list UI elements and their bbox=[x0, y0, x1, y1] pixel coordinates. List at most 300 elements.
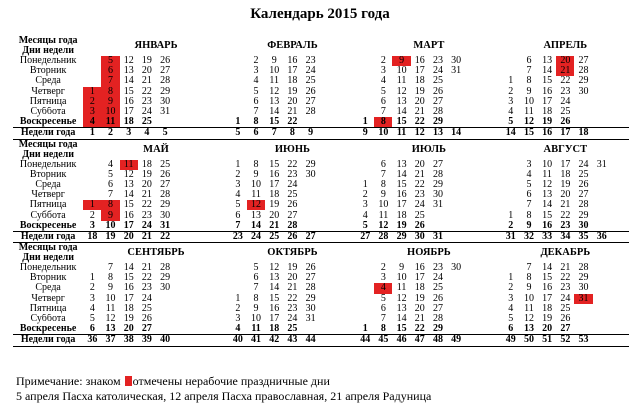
day-cell: 25 bbox=[141, 303, 152, 314]
day-cell: 22 bbox=[141, 273, 152, 284]
day-cell bbox=[83, 66, 101, 76]
day-cell bbox=[465, 66, 483, 76]
day-cell: 28 bbox=[578, 263, 589, 274]
day-cell bbox=[465, 97, 483, 107]
day-cell: 20 bbox=[141, 66, 152, 77]
day-cell bbox=[338, 87, 356, 97]
day-cell: 4 bbox=[374, 283, 392, 293]
day-cell bbox=[156, 294, 174, 304]
day-cell: 28 bbox=[160, 76, 171, 87]
day-cell: 15 bbox=[392, 117, 410, 128]
day-cell bbox=[320, 97, 338, 107]
day-cell: 9 bbox=[526, 283, 532, 294]
week-number bbox=[447, 231, 465, 242]
day-cell: 13 bbox=[251, 210, 262, 221]
day-cell bbox=[465, 304, 483, 314]
day-cell: 14 bbox=[542, 200, 553, 211]
day-cell: 18 bbox=[414, 76, 425, 87]
day-cell: 27 bbox=[432, 159, 443, 170]
day-cell bbox=[211, 210, 229, 220]
day-cell bbox=[229, 107, 247, 117]
day-cell bbox=[211, 263, 229, 273]
day-cell: 22 bbox=[287, 293, 298, 304]
day-cell bbox=[356, 160, 374, 170]
week-number: 16 bbox=[538, 128, 556, 139]
day-cell: 19 bbox=[542, 313, 553, 325]
day-cell bbox=[229, 97, 247, 107]
weeks-label: Недели года bbox=[13, 231, 83, 242]
day-cell bbox=[465, 263, 483, 273]
day-cell bbox=[302, 324, 320, 335]
day-cell bbox=[447, 107, 465, 117]
day-cell bbox=[211, 107, 229, 117]
day-cell bbox=[174, 160, 192, 170]
day-cell bbox=[465, 76, 483, 86]
day-cell bbox=[465, 117, 483, 128]
day-cell: 24 bbox=[287, 179, 298, 190]
day-cell: 8 bbox=[247, 117, 265, 128]
month-name: ФЕВРАЛЬ bbox=[267, 40, 318, 51]
day-cell: 22 bbox=[560, 210, 571, 221]
day-cell: 2 bbox=[89, 283, 95, 294]
day-cell bbox=[483, 294, 501, 304]
week-number: 13 bbox=[429, 128, 447, 139]
day-cell: 9 bbox=[253, 169, 259, 180]
day-cell: 20 bbox=[414, 96, 425, 107]
day-cell bbox=[483, 160, 501, 170]
week-number: 4 bbox=[138, 128, 156, 139]
day-cell: 28 bbox=[578, 66, 589, 77]
day-cell bbox=[192, 117, 210, 128]
month-name: АВГУСТ bbox=[543, 143, 588, 155]
day-cell: 12 bbox=[374, 221, 392, 232]
day-cell: 20 bbox=[269, 210, 280, 221]
day-cell: 15 bbox=[265, 117, 283, 128]
day-cell: 28 bbox=[160, 263, 171, 274]
week-number: 45 bbox=[374, 335, 392, 346]
day-cell bbox=[483, 314, 501, 324]
day-cell bbox=[502, 56, 520, 66]
day-cell: 27 bbox=[432, 96, 443, 107]
week-number: 39 bbox=[138, 335, 156, 346]
day-cell: 25 bbox=[138, 117, 156, 128]
day-cell bbox=[174, 56, 192, 66]
day-cell: 23 bbox=[141, 210, 152, 221]
day-cell bbox=[320, 210, 338, 220]
day-cell bbox=[156, 324, 174, 335]
day-cell bbox=[356, 304, 374, 314]
day-cell bbox=[429, 221, 447, 232]
day-cell: 22 bbox=[414, 179, 425, 190]
day-cell: 1 bbox=[229, 117, 247, 128]
month-name: МАЙ bbox=[143, 143, 169, 155]
week-number: 8 bbox=[283, 128, 301, 139]
day-cell: 2 bbox=[508, 86, 514, 97]
week-number: 50 bbox=[520, 335, 538, 346]
day-cell: 25 bbox=[578, 169, 589, 180]
day-cell bbox=[574, 117, 592, 128]
day-cell bbox=[320, 283, 338, 293]
day-cell: 8 bbox=[526, 76, 532, 87]
day-cell: 29 bbox=[160, 273, 171, 284]
day-cell bbox=[211, 87, 229, 97]
week-number bbox=[174, 231, 192, 242]
day-cell: 1 bbox=[508, 210, 514, 221]
day-cell bbox=[356, 170, 374, 180]
month-name: МАРТ bbox=[413, 40, 445, 51]
day-cell bbox=[192, 324, 210, 335]
day-cell bbox=[356, 283, 374, 293]
day-cell: 6 bbox=[108, 179, 114, 190]
day-cell: 17 bbox=[542, 293, 553, 304]
day-cell: 24 bbox=[560, 96, 571, 107]
day-cell: 25 bbox=[432, 283, 443, 294]
day-cell bbox=[320, 160, 338, 170]
day-cell: 3 bbox=[508, 96, 514, 107]
day-cell bbox=[465, 324, 483, 335]
day-cell: 7 bbox=[229, 221, 247, 232]
day-cell: 24 bbox=[141, 106, 152, 118]
day-cell: 31 bbox=[451, 66, 462, 77]
weekday-label: Понедельник bbox=[19, 159, 77, 170]
month-name: НОЯБРЬ bbox=[407, 247, 451, 258]
week-number: 17 bbox=[556, 128, 574, 139]
day-cell: 3 bbox=[526, 159, 532, 170]
day-cell bbox=[447, 160, 465, 170]
weekday-label: Четверг bbox=[31, 293, 65, 304]
day-cell bbox=[593, 314, 611, 324]
week-number: 44 bbox=[356, 335, 374, 346]
week-number bbox=[174, 335, 192, 346]
day-cell: 18 bbox=[396, 210, 407, 221]
day-cell bbox=[502, 180, 520, 190]
day-cell: 3 bbox=[380, 66, 386, 77]
day-cell bbox=[320, 324, 338, 335]
header-weekdays-label: Дни недели bbox=[22, 252, 75, 263]
day-cell: 1 bbox=[362, 179, 368, 190]
day-cell: 20 bbox=[287, 273, 298, 284]
day-cell: 3 bbox=[235, 313, 241, 325]
day-cell: 27 bbox=[432, 303, 443, 314]
day-cell: 21 bbox=[560, 200, 571, 211]
day-cell: 19 bbox=[123, 313, 134, 325]
week-number bbox=[483, 231, 501, 242]
day-cell: 28 bbox=[432, 106, 443, 118]
week-number: 48 bbox=[429, 335, 447, 346]
week-number bbox=[611, 335, 629, 346]
day-cell bbox=[192, 304, 210, 314]
day-cell: 29 bbox=[578, 210, 589, 221]
day-cell: 31 bbox=[305, 313, 316, 325]
day-cell: 21 bbox=[141, 190, 152, 201]
day-cell: 18 bbox=[265, 324, 283, 335]
day-cell: 31 bbox=[160, 106, 171, 118]
day-cell: 13 bbox=[396, 159, 407, 170]
day-cell bbox=[192, 160, 210, 170]
week-number bbox=[192, 128, 210, 139]
day-cell bbox=[174, 314, 192, 324]
day-cell bbox=[229, 273, 247, 283]
day-cell bbox=[229, 76, 247, 86]
week-number: 26 bbox=[283, 231, 301, 242]
day-cell: 22 bbox=[283, 117, 301, 128]
day-cell: 11 bbox=[524, 106, 534, 118]
day-cell bbox=[83, 160, 101, 170]
day-cell: 9 bbox=[101, 210, 119, 220]
day-cell: 30 bbox=[432, 190, 443, 201]
day-cell: 24 bbox=[432, 273, 443, 284]
day-cell bbox=[338, 66, 356, 76]
week-number: 20 bbox=[120, 231, 138, 242]
day-cell bbox=[174, 283, 192, 293]
day-cell bbox=[483, 221, 501, 232]
day-cell: 19 bbox=[287, 263, 298, 274]
day-cell: 29 bbox=[578, 76, 589, 87]
day-cell: 26 bbox=[287, 200, 298, 211]
day-cell: 12 bbox=[396, 293, 407, 304]
day-cell bbox=[174, 221, 192, 232]
day-cell bbox=[174, 273, 192, 283]
day-cell: 16 bbox=[123, 210, 134, 221]
day-cell: 21 bbox=[414, 169, 425, 180]
day-cell: 28 bbox=[578, 200, 589, 211]
day-cell: 5 bbox=[508, 313, 514, 325]
day-cell bbox=[356, 273, 374, 283]
day-cell: 30 bbox=[160, 210, 171, 221]
day-cell bbox=[465, 210, 483, 220]
day-cell: 20 bbox=[556, 56, 574, 66]
day-cell: 5 bbox=[356, 221, 374, 232]
day-cell: 12 bbox=[247, 200, 265, 210]
day-cell bbox=[211, 304, 229, 314]
day-cell: 2 bbox=[380, 56, 386, 67]
day-cell bbox=[174, 263, 192, 273]
day-cell: 21 bbox=[287, 106, 298, 118]
day-cell: 4 bbox=[508, 106, 514, 118]
day-cell: 27 bbox=[160, 179, 171, 190]
week-number bbox=[593, 335, 611, 346]
day-cell bbox=[320, 76, 338, 86]
day-cell: 28 bbox=[283, 221, 301, 232]
day-cell: 21 bbox=[287, 283, 298, 294]
day-cell bbox=[320, 56, 338, 66]
day-cell bbox=[465, 283, 483, 293]
day-cell: 17 bbox=[287, 66, 298, 77]
day-cell: 30 bbox=[574, 221, 592, 232]
day-cell: 16 bbox=[538, 221, 556, 232]
day-cell: 17 bbox=[269, 313, 280, 325]
day-cell: 16 bbox=[269, 169, 280, 180]
day-cell: 30 bbox=[160, 96, 171, 107]
day-cell bbox=[192, 97, 210, 107]
day-cell bbox=[320, 294, 338, 304]
day-cell: 28 bbox=[432, 313, 443, 325]
day-cell bbox=[483, 200, 501, 210]
day-cell: 13 bbox=[269, 273, 280, 284]
day-cell: 4 bbox=[380, 76, 386, 87]
day-cell bbox=[338, 200, 356, 210]
week-number: 27 bbox=[302, 231, 320, 242]
day-cell bbox=[483, 76, 501, 86]
week-number bbox=[320, 231, 338, 242]
day-cell: 29 bbox=[432, 179, 443, 190]
day-cell: 12 bbox=[520, 117, 538, 128]
day-cell: 17 bbox=[396, 200, 407, 211]
week-number: 49 bbox=[502, 335, 520, 346]
day-cell: 18 bbox=[560, 169, 571, 180]
header-months-label: Месяцы года bbox=[18, 36, 78, 46]
day-cell: 9 bbox=[520, 221, 538, 232]
day-cell: 20 bbox=[414, 159, 425, 170]
week-number: 35 bbox=[574, 231, 592, 242]
day-cell: 17 bbox=[542, 96, 553, 107]
day-cell: 13 bbox=[396, 303, 407, 314]
day-cell: 13 bbox=[101, 324, 119, 335]
day-cell: 26 bbox=[160, 56, 171, 67]
day-cell bbox=[192, 283, 210, 293]
day-cell: 12 bbox=[269, 263, 280, 274]
day-cell bbox=[465, 107, 483, 117]
day-cell bbox=[447, 170, 465, 180]
week-number bbox=[192, 335, 210, 346]
day-cell bbox=[211, 314, 229, 324]
day-cell: 12 bbox=[123, 169, 134, 180]
day-cell bbox=[593, 273, 611, 283]
day-cell bbox=[192, 76, 210, 86]
day-cell bbox=[593, 66, 611, 76]
day-cell bbox=[593, 283, 611, 293]
day-cell: 20 bbox=[287, 96, 298, 107]
day-cell bbox=[611, 221, 629, 232]
day-cell bbox=[611, 200, 629, 210]
day-cell: 2 bbox=[235, 303, 241, 314]
day-cell bbox=[211, 180, 229, 190]
day-cell: 20 bbox=[560, 190, 571, 201]
day-cell bbox=[593, 117, 611, 128]
week-number: 31 bbox=[429, 231, 447, 242]
day-cell: 14 bbox=[269, 283, 280, 294]
day-cell bbox=[320, 190, 338, 200]
day-cell bbox=[156, 314, 174, 324]
day-cell: 20 bbox=[141, 179, 152, 190]
calendar-table bbox=[13, 36, 629, 347]
day-cell bbox=[338, 294, 356, 304]
day-cell: 8 bbox=[374, 117, 392, 128]
weeks-label: Недели года bbox=[13, 128, 83, 139]
week-number bbox=[338, 335, 356, 346]
month-name: АПРЕЛЬ bbox=[543, 40, 588, 51]
day-cell bbox=[483, 304, 501, 314]
day-cell: 7 bbox=[526, 200, 532, 211]
day-cell: 23 bbox=[432, 56, 443, 67]
day-cell: 9 bbox=[253, 303, 259, 314]
day-cell: 5 bbox=[253, 263, 259, 274]
day-cell bbox=[211, 283, 229, 293]
note-suffix: отмечены нерабочие праздничные дни bbox=[132, 374, 330, 388]
day-cell: 2 bbox=[83, 97, 101, 107]
day-cell: 20 bbox=[538, 324, 556, 335]
day-cell: 1 bbox=[235, 159, 241, 170]
day-cell: 14 bbox=[247, 221, 265, 232]
week-number: 2 bbox=[101, 128, 119, 139]
week-number: 32 bbox=[520, 231, 538, 242]
day-cell bbox=[338, 160, 356, 170]
day-cell bbox=[211, 66, 229, 76]
week-number bbox=[611, 231, 629, 242]
day-cell bbox=[447, 210, 465, 220]
day-cell: 30 bbox=[578, 283, 589, 294]
month-name: ИЮЛЬ bbox=[411, 143, 446, 155]
day-cell: 10 bbox=[101, 221, 119, 232]
day-cell bbox=[502, 263, 520, 273]
day-cell bbox=[611, 97, 629, 107]
day-cell bbox=[356, 107, 374, 117]
day-cell bbox=[429, 210, 447, 220]
day-cell bbox=[211, 117, 229, 128]
day-cell: 18 bbox=[414, 283, 425, 294]
week-number: 43 bbox=[283, 335, 301, 346]
weekday-label: Четверг bbox=[31, 190, 65, 201]
day-cell: 26 bbox=[141, 313, 152, 325]
day-cell: 8 bbox=[253, 293, 259, 304]
day-cell bbox=[611, 263, 629, 273]
weekday-label: Пятница bbox=[29, 200, 67, 211]
week-number bbox=[611, 128, 629, 139]
day-cell bbox=[574, 324, 592, 335]
day-cell: 2 bbox=[235, 169, 241, 180]
day-cell bbox=[338, 97, 356, 107]
day-cell: 25 bbox=[305, 76, 316, 87]
day-cell bbox=[211, 76, 229, 86]
weekday-label: Среда bbox=[35, 179, 61, 190]
week-number: 7 bbox=[265, 128, 283, 139]
day-cell bbox=[611, 107, 629, 117]
day-cell: 15 bbox=[269, 293, 280, 304]
week-number: 40 bbox=[229, 335, 247, 346]
week-number bbox=[593, 128, 611, 139]
day-cell bbox=[356, 314, 374, 324]
day-cell bbox=[356, 97, 374, 107]
week-number: 36 bbox=[593, 231, 611, 242]
day-cell: 10 bbox=[251, 313, 262, 325]
day-cell bbox=[174, 190, 192, 200]
day-cell: 24 bbox=[305, 66, 316, 77]
day-cell bbox=[611, 273, 629, 283]
legend-note bbox=[16, 374, 330, 388]
day-cell bbox=[211, 294, 229, 304]
day-cell: 13 bbox=[542, 56, 553, 67]
day-cell bbox=[611, 170, 629, 180]
day-cell bbox=[611, 180, 629, 190]
day-cell: 7 bbox=[526, 263, 532, 274]
day-cell bbox=[574, 314, 592, 324]
day-cell bbox=[211, 97, 229, 107]
day-cell: 26 bbox=[560, 313, 571, 325]
day-cell: 8 bbox=[101, 87, 119, 97]
day-cell bbox=[593, 56, 611, 66]
day-cell: 16 bbox=[269, 303, 280, 314]
day-cell: 30 bbox=[578, 86, 589, 97]
day-cell bbox=[338, 56, 356, 66]
day-cell: 16 bbox=[287, 56, 298, 67]
day-cell: 15 bbox=[123, 86, 134, 97]
day-cell bbox=[338, 107, 356, 117]
week-number bbox=[320, 128, 338, 139]
header-cell bbox=[13, 243, 83, 264]
day-cell: 6 bbox=[526, 190, 532, 201]
day-cell bbox=[174, 97, 192, 107]
day-cell: 30 bbox=[305, 303, 316, 314]
